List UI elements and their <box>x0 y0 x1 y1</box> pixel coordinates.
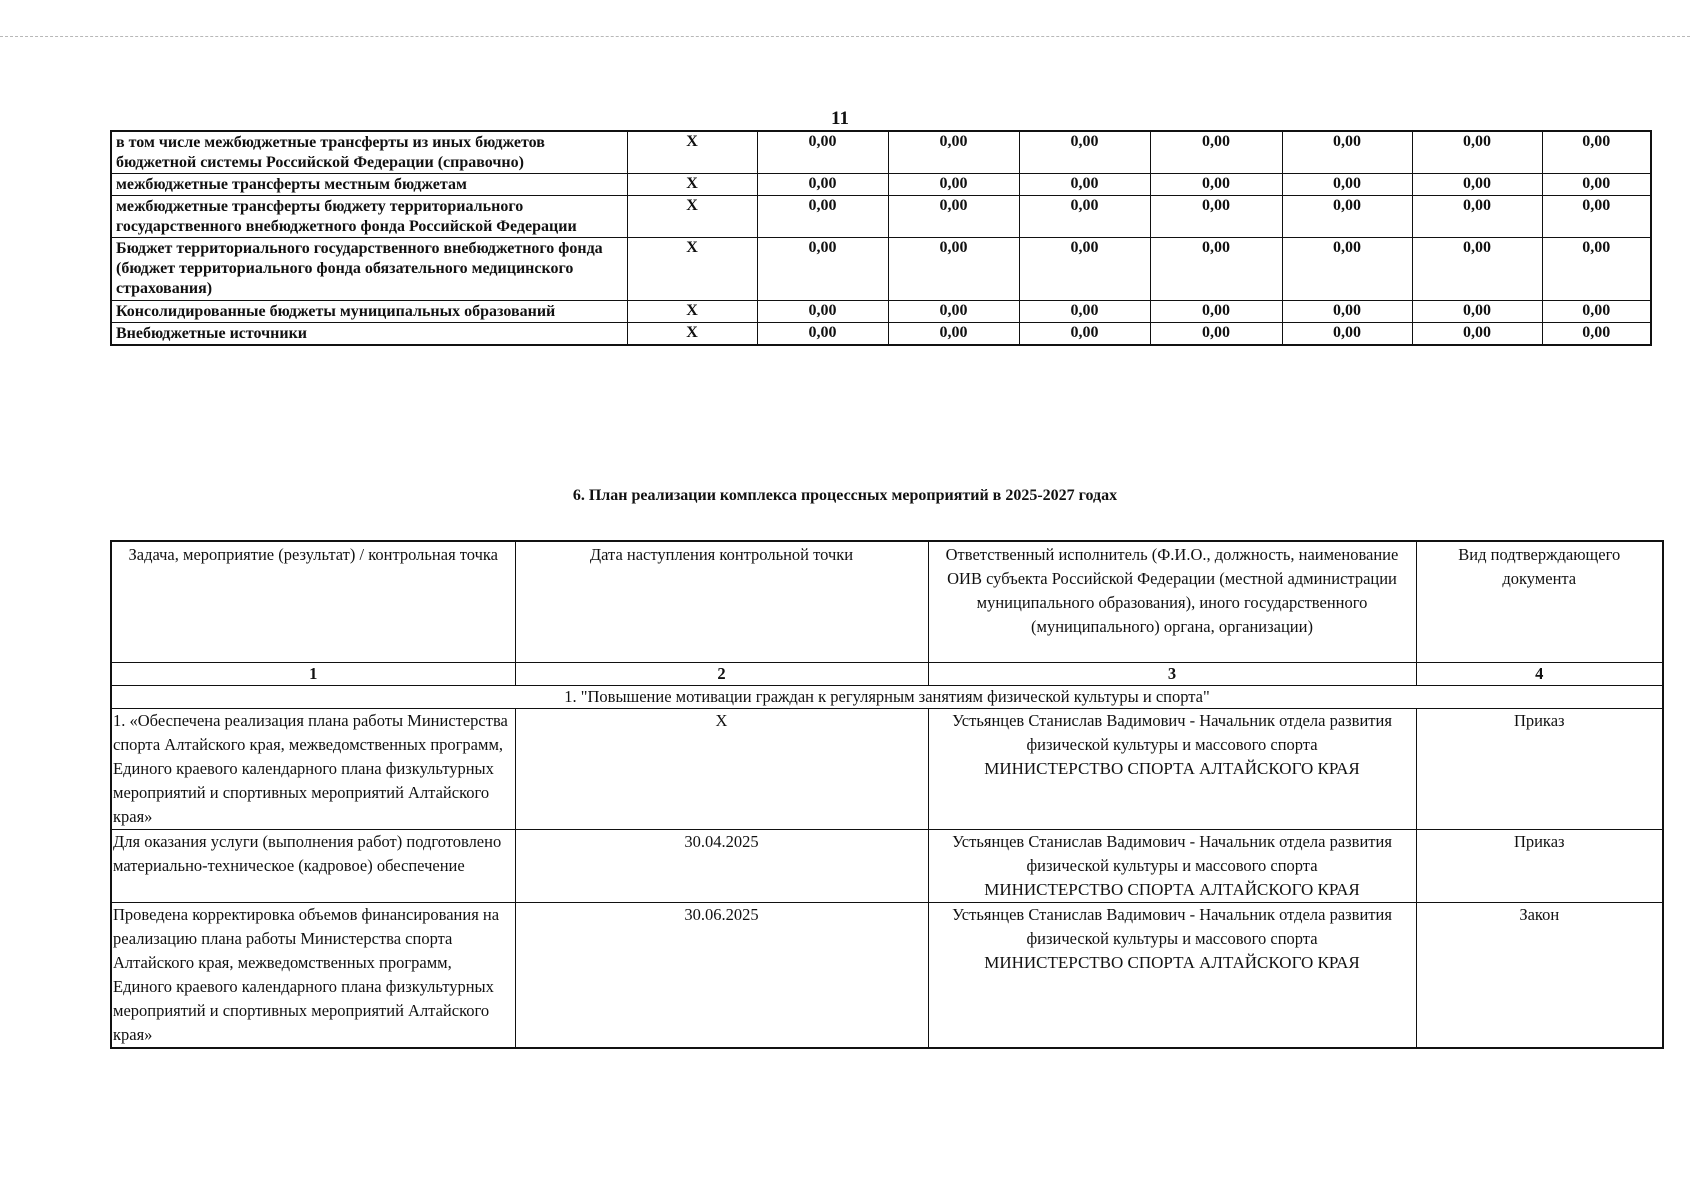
responsible-organization: МИНИСТЕРСТВО СПОРТА АЛТАЙСКОГО КРАЯ <box>984 879 1360 899</box>
budget-row-label: Внебюджетные источники <box>111 323 627 346</box>
responsible-cell <box>928 902 1416 1048</box>
budget-value-cell: 0,00 <box>1019 238 1150 301</box>
task-title-row <box>111 685 1663 708</box>
budget-table <box>110 130 1652 346</box>
budget-value-cell: 0,00 <box>1412 196 1542 238</box>
plan-row <box>111 829 1663 902</box>
column-number: 2 <box>515 662 928 685</box>
header-date: Дата наступления контрольной точки <box>515 541 928 662</box>
budget-value-cell: 0,00 <box>1412 301 1542 323</box>
budget-value-cell: 0,00 <box>757 301 888 323</box>
budget-value-cell: 0,00 <box>888 323 1019 346</box>
section-title: 6. План реализации комплекса процессных мероприятий в 2025-2027 годах <box>572 487 1118 504</box>
task-title: 1. "Повышение мотивации граждан к регулярным занятиям физической культуры и спорта" <box>111 685 1663 708</box>
budget-row <box>111 174 1651 196</box>
budget-value-cell: 0,00 <box>1150 196 1282 238</box>
budget-row-label: Консолидированные бюджеты муниципальных образований <box>111 301 627 323</box>
header-responsible: Ответственный исполнитель (Ф.И.О., должность, наименование ОИВ субъекта Российской Федерации (местной администрации муниципального образования), иного государственного (муниципального) органа, организации) <box>928 541 1416 662</box>
column-number: 3 <box>928 662 1416 685</box>
budget-row-label: Бюджет территориального государственного внебюджетного фонда (бюджет территориального фонда обязательного медицинского страхования) <box>111 238 627 301</box>
document-cell: Приказ <box>1416 708 1663 829</box>
budget-value-cell: 0,00 <box>757 196 888 238</box>
budget-row-label: межбюджетные трансферты бюджету территориального государственного внебюджетного фонда Российской Федерации <box>111 196 627 238</box>
task-cell: 1. «Обеспечена реализация плана работы Министерства спорта Алтайского края, межведомственных программ, Единого краевого календарного плана физкультурных мероприятий и спортивных мероприятий Алтайского края» <box>111 708 515 829</box>
budget-value-cell: 0,00 <box>757 323 888 346</box>
budget-value-cell: 0,00 <box>1019 174 1150 196</box>
budget-value-cell: 0,00 <box>1542 301 1651 323</box>
budget-value-cell: 0,00 <box>1150 323 1282 346</box>
plan-header-row <box>111 541 1663 662</box>
date-cell: 30.06.2025 <box>515 902 928 1048</box>
budget-value-cell: 0,00 <box>1282 301 1412 323</box>
date-cell: X <box>515 708 928 829</box>
budget-row-label: в том числе межбюджетные трансферты из иных бюджетов бюджетной системы Российской Федерации (справочно) <box>111 131 627 174</box>
budget-value-cell: 0,00 <box>1542 174 1651 196</box>
budget-row <box>111 238 1651 301</box>
responsible-person: Устьянцев Станислав Вадимович - Начальник отдела развития физической культуры и массового спорта <box>952 710 1392 754</box>
responsible-cell <box>928 708 1416 829</box>
column-number-row <box>111 662 1663 685</box>
budget-value-cell: 0,00 <box>1412 174 1542 196</box>
budget-value-cell: 0,00 <box>757 131 888 174</box>
responsible-cell <box>928 829 1416 902</box>
budget-value-cell: 0,00 <box>1412 131 1542 174</box>
date-cell: 30.04.2025 <box>515 829 928 902</box>
budget-row-x-mark: X <box>627 196 757 238</box>
budget-value-cell: 0,00 <box>1150 131 1282 174</box>
column-number: 1 <box>111 662 515 685</box>
budget-value-cell: 0,00 <box>1150 238 1282 301</box>
budget-value-cell: 0,00 <box>1019 196 1150 238</box>
budget-value-cell: 0,00 <box>1019 301 1150 323</box>
budget-value-cell: 0,00 <box>1019 131 1150 174</box>
header-task: Задача, мероприятие (результат) / контрольная точка <box>111 541 515 662</box>
document-cell: Закон <box>1416 902 1663 1048</box>
budget-value-cell: 0,00 <box>1150 174 1282 196</box>
page-number: 11 <box>831 108 849 129</box>
plan-table <box>110 540 1664 1049</box>
budget-value-cell: 0,00 <box>757 174 888 196</box>
budget-value-cell: 0,00 <box>1542 238 1651 301</box>
budget-value-cell: 0,00 <box>888 238 1019 301</box>
budget-row-label: межбюджетные трансферты местным бюджетам <box>111 174 627 196</box>
budget-value-cell: 0,00 <box>1282 323 1412 346</box>
header-document: Вид подтверждающего документа <box>1416 541 1663 662</box>
budget-value-cell: 0,00 <box>888 301 1019 323</box>
budget-row <box>111 196 1651 238</box>
budget-row <box>111 301 1651 323</box>
budget-value-cell: 0,00 <box>1412 238 1542 301</box>
budget-value-cell: 0,00 <box>1412 323 1542 346</box>
budget-row <box>111 131 1651 174</box>
document-cell: Приказ <box>1416 829 1663 902</box>
budget-value-cell: 0,00 <box>1019 323 1150 346</box>
responsible-organization: МИНИСТЕРСТВО СПОРТА АЛТАЙСКОГО КРАЯ <box>984 952 1360 972</box>
task-cell: Для оказания услуги (выполнения работ) подготовлено материально-техническое (кадровое) обеспечение <box>111 829 515 902</box>
budget-row-x-mark: X <box>627 174 757 196</box>
budget-value-cell: 0,00 <box>1542 196 1651 238</box>
budget-row-x-mark: X <box>627 301 757 323</box>
budget-row-x-mark: X <box>627 131 757 174</box>
budget-value-cell: 0,00 <box>1282 131 1412 174</box>
budget-value-cell: 0,00 <box>1542 323 1651 346</box>
responsible-organization: МИНИСТЕРСТВО СПОРТА АЛТАЙСКОГО КРАЯ <box>984 758 1360 778</box>
responsible-person: Устьянцев Станислав Вадимович - Начальник отдела развития физической культуры и массового спорта <box>952 904 1392 948</box>
budget-value-cell: 0,00 <box>757 238 888 301</box>
budget-value-cell: 0,00 <box>1150 301 1282 323</box>
responsible-person: Устьянцев Станислав Вадимович - Начальник отдела развития физической культуры и массового спорта <box>952 831 1392 875</box>
budget-value-cell: 0,00 <box>888 131 1019 174</box>
budget-value-cell: 0,00 <box>888 196 1019 238</box>
budget-row-x-mark: X <box>627 238 757 301</box>
budget-value-cell: 0,00 <box>1542 131 1651 174</box>
budget-row-x-mark: X <box>627 323 757 346</box>
budget-row <box>111 323 1651 346</box>
plan-row <box>111 708 1663 829</box>
budget-value-cell: 0,00 <box>1282 238 1412 301</box>
column-number: 4 <box>1416 662 1663 685</box>
budget-value-cell: 0,00 <box>888 174 1019 196</box>
budget-value-cell: 0,00 <box>1282 196 1412 238</box>
task-cell: Проведена корректировка объемов финансирования на реализацию плана работы Министерства спорта Алтайского края, межведомственных программ, Единого краевого календарного плана физкультурных мероприятий и спортивных мероприятий Алтайского края» <box>111 902 515 1048</box>
scan-artifact-line <box>0 36 1690 37</box>
plan-row <box>111 902 1663 1048</box>
budget-value-cell: 0,00 <box>1282 174 1412 196</box>
